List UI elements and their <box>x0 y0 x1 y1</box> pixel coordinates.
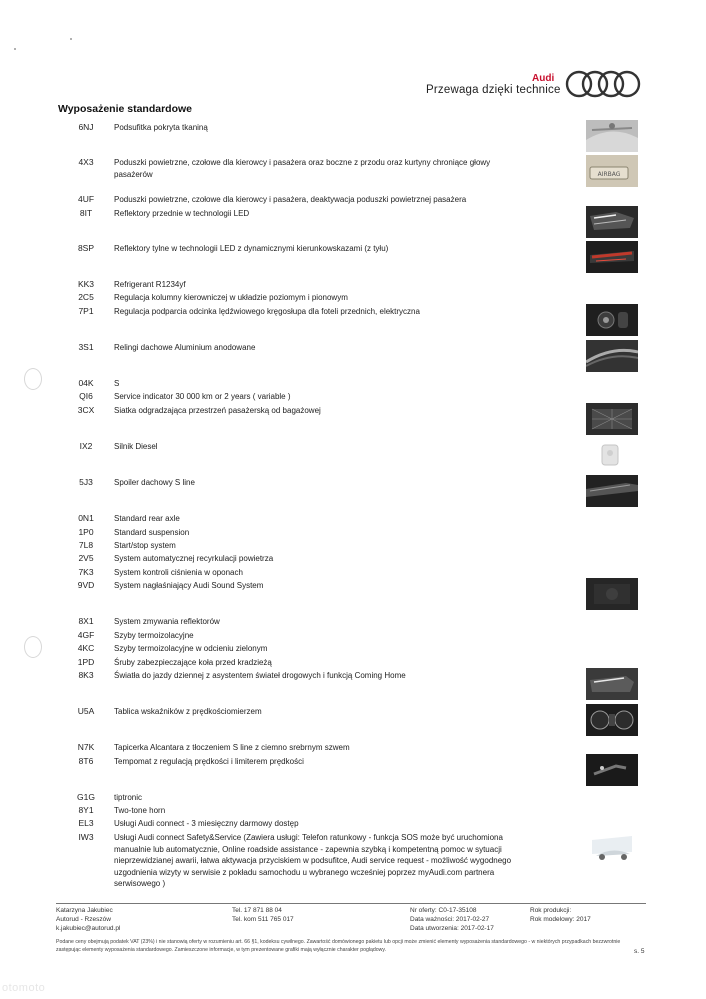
option-description: Poduszki powietrzne, czołowe dla kierowcy i pasażera, deaktywacja poduszki powietrznej pasażera <box>114 195 467 204</box>
option-description: Service indicator 30 000 km or 2 years ( variable ) <box>114 392 291 401</box>
offer-number: Nr oferty: C0-17-35108 <box>410 907 477 914</box>
airbag-photo <box>586 155 638 187</box>
footer-contact <box>56 906 120 933</box>
punch-hole-mark <box>24 636 42 658</box>
punch-hole-mark <box>24 368 42 390</box>
option-description: Śruby zabezpieczające koła przed kradzieżą <box>114 658 272 667</box>
option-code: 8SP <box>77 243 95 253</box>
option-code: 7K3 <box>78 567 94 577</box>
option-description: Standard rear axle <box>114 514 180 523</box>
dealer-name: Autorud - Rzeszów <box>56 916 111 923</box>
connect-photo <box>586 830 638 862</box>
watermark-text: otomoto <box>2 982 46 994</box>
section-title: Wyposażenie standardowe <box>58 103 193 115</box>
model-year: Rok modelowy: 2017 <box>530 916 591 923</box>
option-description: Poduszki powietrzne, czołowe dla kierowcy i pasażera oraz boczne z przodu oraz kurtyny chroniące głowy pasażerów <box>114 158 491 179</box>
option-description: S <box>114 379 120 388</box>
option-code: 8IT <box>79 208 93 218</box>
offer-created: Data utworzenia: 2017-02-17 <box>410 925 494 932</box>
option-description: Regulacja podparcia odcinka lędźwiowego kręgosłupa dla foteli przednich, elektryczna <box>114 307 420 316</box>
option-code: 2V5 <box>78 553 94 563</box>
option-description: Spoiler dachowy S line <box>114 478 195 487</box>
scan-speck <box>70 38 72 40</box>
audi-rings-logo <box>565 68 641 100</box>
cluster-photo <box>586 704 638 736</box>
option-description: Podsufitka pokryta tkaniną <box>114 123 208 132</box>
option-description: Usługi Audi connect Safety&Service (Zawiera usługi: Telefon ratunkowy - funkcja SOS może być uruchomiona manualnie lub automatycznie, Online roadside assistance - zapewnia szybką i kompetentną pomoc w sytuacji nieprzewidzianej awarii, łatwa aktywacja przyciskiem w podsufitce, Audi service request - możliwość wygodnego uzgodnienia wizyty w serwisie z pokładu samochodu u wybranego wcześniej poprzez myAudi.com partnera serwisowego ) <box>114 833 512 888</box>
footer-year-info <box>530 906 591 924</box>
option-description: System nagłaśniający Audi Sound System <box>114 581 264 590</box>
net-photo <box>586 403 638 435</box>
page-number: s. 5 <box>634 948 645 955</box>
scan-speck <box>14 48 16 50</box>
option-code: 1P0 <box>78 527 94 537</box>
legal-disclaimer: Podane ceny obejmują podatek VAT (23%) i nie stanowią oferty w rozumieniu art. 66 §1, kodeksu cywilnego. Zawartość domówionego pakietu lub opcji może zmienić elementy wyposażenia standardowego - w niektórych przypadkach bezzwrotnie zastępując elementy wyposażenia standardowego. Zamieszczone informacje, w tym prezentowane grafiki mają wyłącznie charakter poglądowy. <box>56 939 621 953</box>
option-description: Reflektory tylne w technologii LED z dynamicznymi kierunkowskazami (z tyłu) <box>114 244 389 253</box>
mobile-number: Tel. kom 511 765 017 <box>232 916 294 923</box>
option-code: 4UF <box>77 194 95 204</box>
option-description: Światła do jazdy dziennej z asystentem świateł drogowych i funkcją Coming Home <box>114 671 406 680</box>
option-code: 7L8 <box>78 540 94 550</box>
option-description: tiptronic <box>114 793 143 802</box>
option-code: 3S1 <box>78 342 94 352</box>
option-code: 9VD <box>77 580 95 590</box>
option-code: 8T6 <box>78 756 94 766</box>
roof-rail-photo <box>586 340 638 372</box>
spoiler-photo <box>586 475 638 507</box>
option-code: G1G <box>77 792 95 802</box>
option-code: KK3 <box>77 279 95 289</box>
option-code: QI6 <box>79 391 93 401</box>
option-code: 0N1 <box>78 513 94 523</box>
option-description: Relingi dachowe Aluminium anodowane <box>114 343 256 352</box>
option-description: Tablica wskaźników z prędkościomierzem <box>114 707 262 716</box>
option-description: Tempomat z regulacją prędkości i limiterem prędkości <box>114 757 304 766</box>
headliner-photo <box>586 120 638 152</box>
speaker-photo <box>586 578 638 610</box>
option-description: Reflektory przednie w technologii LED <box>114 209 250 218</box>
sales-email: k.jakubiec@autorud.pl <box>56 925 121 932</box>
option-description: Silnik Diesel <box>114 442 158 451</box>
option-description: Szyby termoizolacyjne <box>114 631 194 640</box>
option-code: IW3 <box>78 832 94 842</box>
option-code: 7P1 <box>78 306 94 316</box>
footer-phones <box>232 906 294 924</box>
brand-name: Audi <box>532 73 555 84</box>
lumbar-switch-photo <box>586 304 638 336</box>
option-code: IX2 <box>79 441 93 451</box>
engine-photo <box>586 439 638 471</box>
option-description: Regulacja kolumny kierowniczej w układzie poziomym i pionowym <box>114 293 348 302</box>
option-description: Szyby termoizolacyjne w odcieniu zielonym <box>114 644 268 653</box>
option-description: Usługi Audi connect - 3 miesięczny darmowy dostęp <box>114 819 299 828</box>
headlight-photo <box>586 206 638 238</box>
cruise-photo <box>586 754 638 786</box>
option-code: 5J3 <box>79 477 93 487</box>
airbag-label: AIRBAG <box>597 171 621 178</box>
option-description: Siatka odgradzająca przestrzeń pasażerską od bagażowej <box>114 406 321 415</box>
option-code: 04K <box>78 378 94 388</box>
option-code: N7K <box>77 742 95 752</box>
option-code: U5A <box>77 706 95 716</box>
option-description: Standard suspension <box>114 528 190 537</box>
sales-person-name: Katarzyna Jakubiec <box>56 907 113 914</box>
brand-tagline: Przewaga dzięki technice <box>426 84 561 96</box>
taillight-photo <box>586 241 638 273</box>
footer-offer-info <box>410 906 494 933</box>
option-code: 8X1 <box>78 616 94 626</box>
option-code: 2C5 <box>78 292 94 302</box>
page-header <box>0 0 706 110</box>
option-description: Tapicerka Alcantara z tłoczeniem S line z ciemno srebrnym szwem <box>114 743 350 752</box>
option-code: 4GF <box>77 630 95 640</box>
footer-divider <box>56 903 646 904</box>
option-description: Start/stop system <box>114 541 176 550</box>
option-code: EL3 <box>78 818 94 828</box>
production-year: Rok produkcji: <box>530 907 572 914</box>
drl-photo <box>586 668 638 700</box>
phone-number: Tel. 17 871 88 04 <box>232 907 282 914</box>
option-code: 8K3 <box>78 670 94 680</box>
option-description: Refrigerant R1234yf <box>114 280 186 289</box>
option-code: 1PD <box>77 657 95 667</box>
option-code: 8Y1 <box>78 805 94 815</box>
option-description: System automatycznej recyrkulacji powietrza <box>114 554 274 563</box>
offer-valid-until: Data ważności: 2017-02-27 <box>410 916 490 923</box>
option-code: 6NJ <box>78 122 94 132</box>
option-description: System zmywania reflektorów <box>114 617 220 626</box>
option-code: 4X3 <box>78 157 94 167</box>
option-code: 4KC <box>77 643 95 653</box>
option-description: Two-tone horn <box>114 806 166 815</box>
option-description: System kontroli ciśnienia w oponach <box>114 568 243 577</box>
option-code: 3CX <box>77 405 95 415</box>
